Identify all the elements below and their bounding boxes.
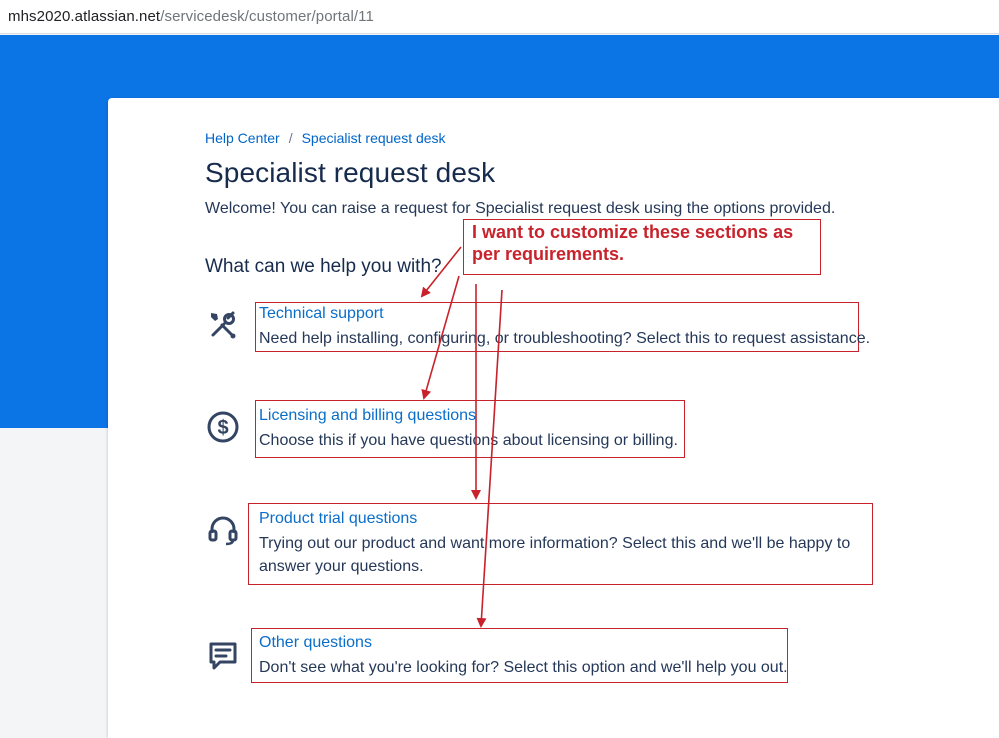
dollar-circle-icon <box>206 410 240 444</box>
breadcrumb-help-center[interactable]: Help Center <box>205 130 280 146</box>
headset-icon <box>206 513 240 547</box>
request-type-description: Trying out our product and want more information? Select this and we'll be happy to answer your questions. <box>259 535 851 575</box>
breadcrumb <box>205 130 446 146</box>
chat-icon <box>206 639 240 673</box>
request-type-description: Don't see what you're looking for? Select this option and we'll help you out. <box>259 659 788 676</box>
url-path: /servicedesk/customer/portal/11 <box>160 8 374 25</box>
address-bar[interactable] <box>0 0 999 34</box>
page-title: Specialist request desk <box>205 157 496 188</box>
welcome-message: Welcome! You can raise a request for Specialist request desk using the options provided. <box>205 200 836 217</box>
annotation-text: I want to customize these sections as per requirements. <box>472 222 794 264</box>
request-type-title[interactable]: Product trial questions <box>259 510 418 527</box>
request-type-title[interactable]: Technical support <box>259 305 384 322</box>
breadcrumb-separator: / <box>288 130 293 146</box>
tools-icon <box>206 308 240 342</box>
help-heading: What can we help you with? <box>205 256 442 277</box>
request-type-title[interactable]: Other questions <box>259 634 372 651</box>
request-type-description: Choose this if you have questions about licensing or billing. <box>259 432 678 449</box>
breadcrumb-portal[interactable]: Specialist request desk <box>301 130 446 146</box>
svg-text:$: $ <box>217 417 229 439</box>
request-type-description: Need help installing, configuring, or troubleshooting? Select this to request assistance. <box>259 330 871 347</box>
url-host: mhs2020.atlassian.net <box>8 8 161 25</box>
request-type-title[interactable]: Licensing and billing questions <box>259 407 477 424</box>
